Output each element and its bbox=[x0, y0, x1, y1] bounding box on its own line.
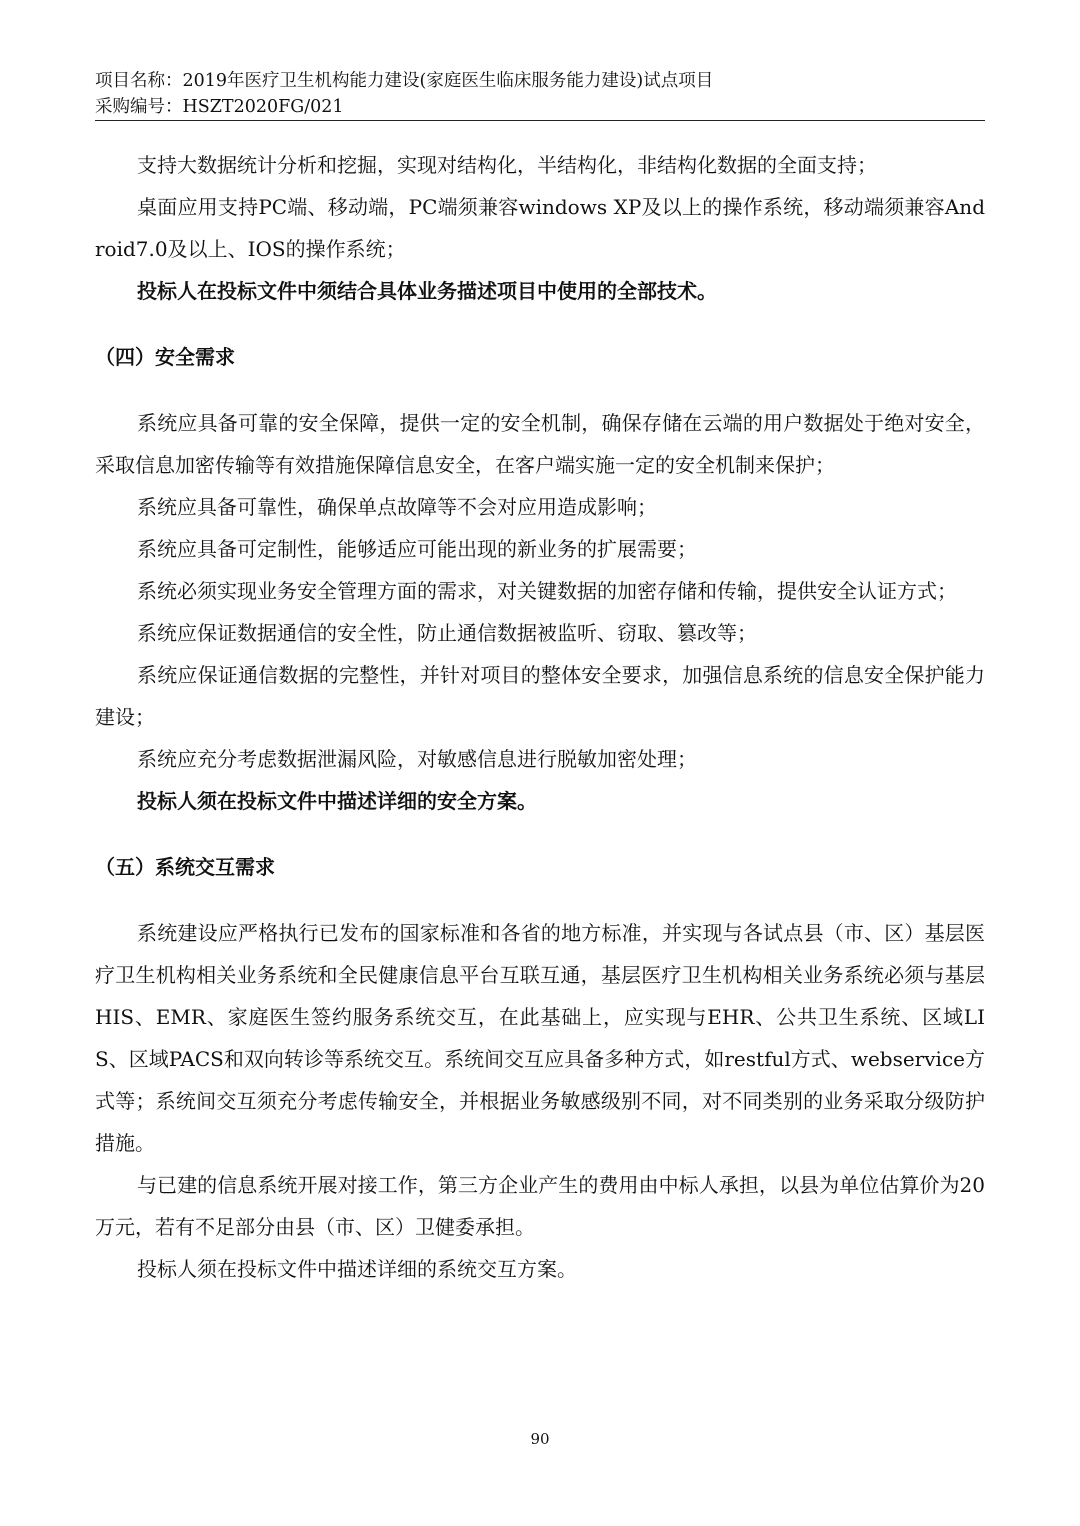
page-header bbox=[95, 68, 985, 120]
paragraph: 系统应保证通信数据的完整性，并针对项目的整体安全要求，加强信息系统的信息安全保护能力建设； bbox=[95, 663, 985, 729]
page-number: 90 bbox=[530, 1430, 550, 1448]
paragraph: 系统应具备可靠性，确保单点故障等不会对应用造成影响； bbox=[137, 495, 657, 519]
paragraph-bold: 投标人在投标文件中须结合具体业务描述项目中使用的全部技术。 bbox=[137, 279, 717, 303]
paragraph: 支持大数据统计分析和挖掘，实现对结构化，半结构化，非结构化数据的全面支持； bbox=[137, 153, 877, 177]
section-heading-interaction: （五）系统交互需求 bbox=[95, 855, 275, 879]
paragraph: 系统建设应严格执行已发布的国家标准和各省的地方标准，并实现与各试点县（市、区）基层医疗卫生机构相关业务系统和全民健康信息平台互联互通，基层医疗卫生机构相关业务系统必须与基层HIS、EMR、家庭医生签约服务系统交互，在此基础上，应实现与EHR、公共卫生系统、区域LIS、区域PACS和双向转诊等系统交互。系统间交互应具备多种方式，如restful方式、webservice方式等；系统间交互须充分考虑传输安全，并根据业务敏感级别不同，对不同类别的业务采取分级防护措施。 bbox=[95, 921, 985, 1155]
paragraph: 系统必须实现业务安全管理方面的需求，对关键数据的加密存储和传输，提供安全认证方式； bbox=[137, 579, 957, 603]
paragraph: 系统应具备可靠的安全保障，提供一定的安全机制，确保存储在云端的用户数据处于绝对安全，采取信息加密传输等有效措施保障信息安全，在客户端实施一定的安全机制来保护； bbox=[95, 411, 985, 477]
paragraph: 与已建的信息系统开展对接工作，第三方企业产生的费用由中标人承担，以县为单位估算价为20万元，若有不足部分由县（市、区）卫健委承担。 bbox=[95, 1173, 985, 1239]
document-body bbox=[95, 144, 985, 1290]
paragraph: 系统应具备可定制性，能够适应可能出现的新业务的扩展需要； bbox=[137, 537, 697, 561]
section-heading-security: （四）安全需求 bbox=[95, 345, 235, 369]
paragraph: 系统应保证数据通信的安全性，防止通信数据被监听、窃取、篡改等； bbox=[137, 621, 757, 645]
paragraph: 桌面应用支持PC端、移动端，PC端须兼容windows XP及以上的操作系统，移动端须兼容Android7.0及以上、IOS的操作系统； bbox=[95, 195, 985, 261]
paragraph-bold: 投标人须在投标文件中描述详细的安全方案。 bbox=[137, 789, 537, 813]
paragraph: 投标人须在投标文件中描述详细的系统交互方案。 bbox=[137, 1257, 577, 1281]
paragraph: 系统应充分考虑数据泄漏风险，对敏感信息进行脱敏加密处理； bbox=[137, 747, 697, 771]
header-divider bbox=[95, 120, 985, 121]
project-name: 项目名称：2019年医疗卫生机构能力建设(家庭医生临床服务能力建设)试点项目 bbox=[95, 71, 714, 91]
procurement-number: 采购编号：HSZT2020FG/021 bbox=[95, 97, 344, 117]
